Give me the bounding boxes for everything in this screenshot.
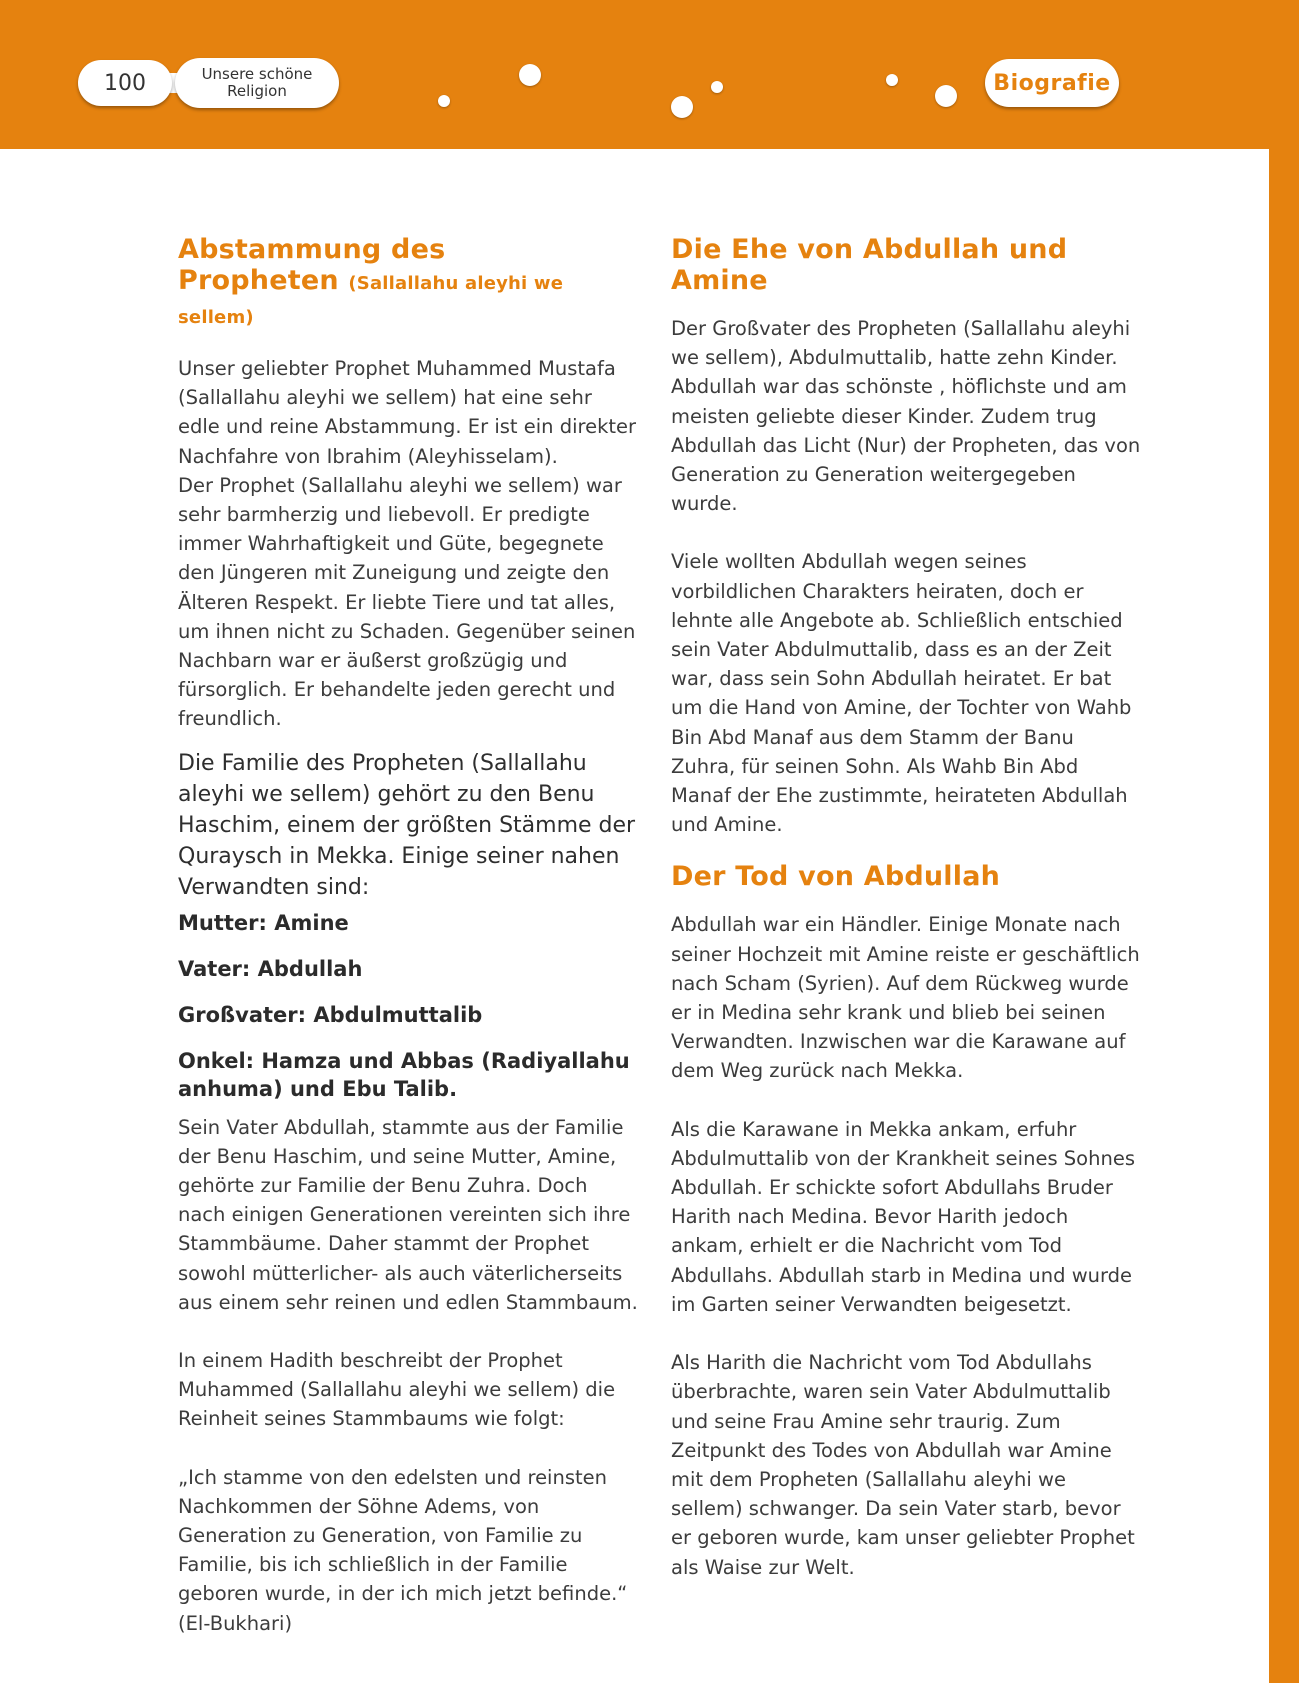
heading-honorific: (Sallallahu aleyhi we sellem)	[178, 273, 564, 328]
heading-tod: Der Tod von Abdullah	[671, 861, 1001, 893]
decor-dot	[671, 96, 693, 118]
paragraph-quote: „Ich stamme von den edelsten und reinsten Nachkommen der Söhne Adems, von Generation zu Generation, von Familie zu Familie, bis ich schließlich in der Familie geboren wurde, in der ich mich jetzt befinde.“ (El-Bukhari)	[178, 1465, 628, 1635]
heading-abstammung: Abstammung des Propheten (Sallallahu aleyhi we sellem)	[178, 234, 564, 328]
book-title-line2: Religion	[227, 82, 287, 100]
paragraph: Als die Karawane in Mekka ankam, erfuhr Abdulmuttalib von der Krankheit seines Sohnes Abdullah. Er schickte sofort Abdullahs Bruder Harith nach Medina. Bevor Harith jedoch ankam, erhielt er die Nachricht vom Tod Abdullahs. Abdullah starb in Medina und wurde im Garten seiner Verwandten beigesetzt.	[671, 1117, 1135, 1316]
relative-grandfather: Großvater: Abdulmuttalib	[178, 1002, 483, 1027]
heading-ehe: Die Ehe von Abdullah und Amine	[671, 234, 1068, 296]
decor-dot	[935, 85, 957, 107]
book-title-line1: Unsere schöne	[201, 65, 313, 83]
right-column	[671, 234, 1141, 1582]
paragraph: Viele wollten Abdullah wegen seines vorbildlichen Charakters heiraten, doch er lehnte alle Angebote ab. Schließlich entschied sein Vater Abdulmuttalib, dass es an der Zeit war, dass sein Sohn Abdullah heiratet. Er bat um die Hand von Amine, der Tochter von Wahb Bin Abd Manaf aus dem Stamm der Banu Zuhra, für seinen Sohn. Als Wahb Bin Abd Manaf der Ehe zustimmte, heirateten Abdullah und Amine.	[671, 550, 1132, 837]
left-column	[178, 234, 638, 1638]
decor-dot	[519, 64, 541, 86]
side-strip	[1269, 0, 1299, 1683]
paragraph-family: Die Familie des Propheten (Sallallahu aleyhi we sellem) gehört zu den Benu Haschim, einem der größten Stämme der Quraysch in Mekka. Einige seiner nahen Verwandten sind:	[178, 750, 636, 900]
book-title	[175, 58, 339, 108]
paragraph: Abdullah war ein Händler. Einige Monate nach seiner Hochzeit mit Amine reiste er geschäftlich nach Scham (Syrien). Auf dem Rückweg wurde er in Medina sehr krank und blieb bei seinen Verwandten. Inzwischen war die Karawane auf dem Weg zurück nach Mekka.	[671, 913, 1140, 1083]
relative-mother: Mutter: Amine	[178, 910, 349, 935]
relative-uncles: Onkel: Hamza und Abbas (Radiyallahu anhuma) und Ebu Talib.	[178, 1048, 630, 1101]
paragraph: Der Prophet (Sallallahu aleyhi we sellem) war sehr barmherzig und liebevoll. Er predigte immer Wahrhaftigkeit und Güte, begegnete den Jüngeren mit Zuneigung und zeigte den Älteren Respekt. Er liebte Tiere und tat alles, um ihnen nicht zu Schaden. Gegenüber seinen Nachbarn war er äußerst großzügig und fürsorglich. Er behandelte jeden gerecht und freundlich.	[178, 473, 636, 731]
paragraph: Sein Vater Abdullah, stammte aus der Familie der Benu Haschim, und seine Mutter, Amine, gehörte zur Familie der Benu Zuhra. Doch nach einigen Generationen vereinten sich ihre Stammbäume. Daher stammt der Prophet sowohl mütterlicher- als auch väterlicherseits aus einem sehr reinen und edlen Stammbaum.	[178, 1115, 638, 1314]
paragraph: Unser geliebter Prophet Muhammed Mustafa (Sallallahu aleyhi we sellem) hat eine sehr edle und reine Abstammung. Er ist ein direkter Nachfahre von Ibrahim (Aleyhisselam).	[178, 357, 637, 468]
paragraph: In einem Hadith beschreibt der Prophet Muhammed (Sallallahu aleyhi we sellem) die Reinheit seines Stammbaums wie folgt:	[178, 1349, 616, 1431]
relative-father: Vater: Abdullah	[178, 956, 363, 981]
paragraph: Der Großvater des Propheten (Sallallahu aleyhi we sellem), Abdulmuttalib, hatte zehn Kinder. Abdullah war das schönste , höflichste und am meisten geliebte dieser Kinder. Zudem trug Abdullah das Licht (Nur) der Propheten, das von Generation zu Generation weitergegeben wurde.	[671, 317, 1141, 516]
page-number: 100	[78, 60, 172, 106]
decor-dot	[886, 74, 898, 86]
decor-dot	[438, 95, 450, 107]
paragraph: Als Harith die Nachricht vom Tod Abdullahs überbrachte, waren sein Vater Abdulmuttalib und seine Frau Amine sehr traurig. Zum Zeitpunkt des Todes von Abdullah war Amine mit dem Propheten (Sallallahu aleyhi we sellem) schwanger. Da sein Vater starb, bevor er geboren wurde, kam unser geliebter Prophet als Waise zur Welt.	[671, 1351, 1135, 1579]
section-label: Biografie	[985, 59, 1119, 107]
decor-dot	[711, 81, 723, 93]
